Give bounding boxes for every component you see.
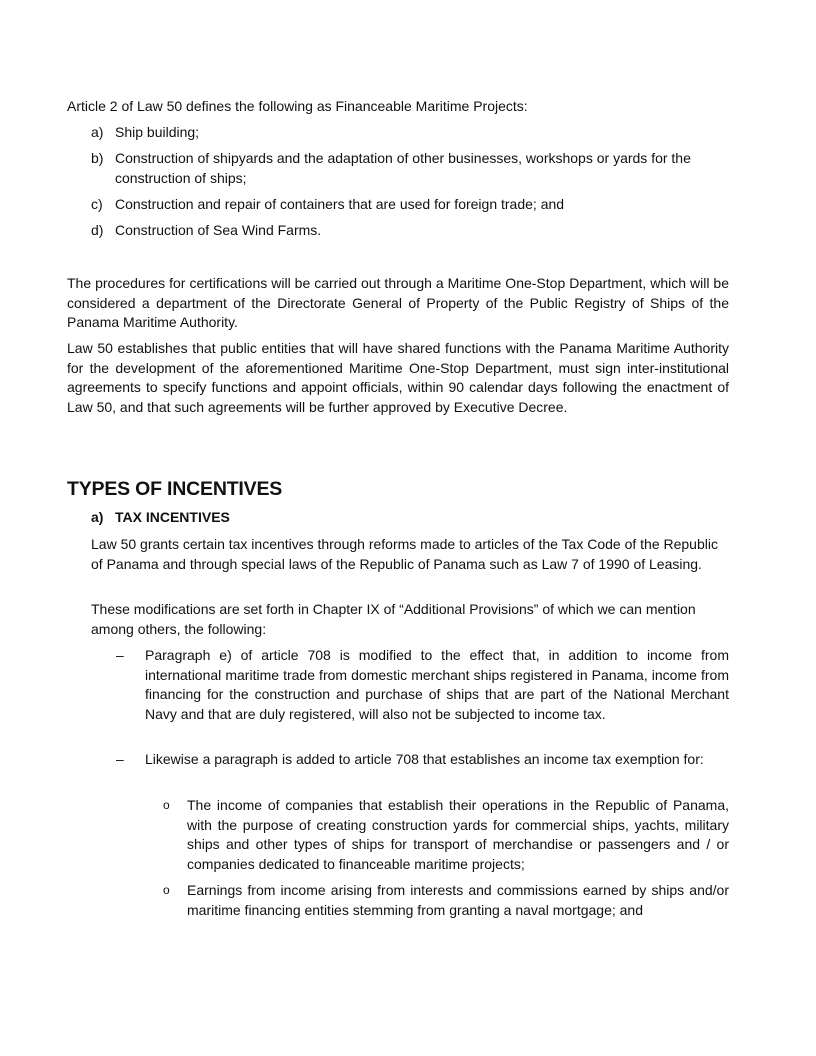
procedures-paragraph: The procedures for certifications will be carried out through a Maritime One-Stop Department, which will be considered a department of the Directorate General of Property of the Public Registry of Ships of the Panama Maritime Authority. — [67, 275, 729, 331]
subsection-label: a) — [91, 509, 104, 525]
section-heading: TYPES OF INCENTIVES — [67, 478, 283, 500]
list-item — [91, 221, 753, 241]
subsection-title: TAX INCENTIVES — [115, 509, 230, 525]
list-item — [163, 881, 729, 920]
list-item-text: Earnings from income arising from interests and commissions earned by ships and/or maritime financing entities stemming from granting a naval mortgage; and — [187, 882, 729, 918]
list-item-text: Ship building; — [115, 124, 200, 140]
law50-paragraph: Law 50 establishes that public entities that will have shared functions with the Panama Maritime Authority for the development of the aforementioned Maritime One-Stop Department, must sign inter-institutional agreements to specify functions and appoint officials, within 90 calendar days following the enactment of Law 50, and that such agreements will be further approved by Executive Decree. — [67, 340, 729, 415]
list-item-text: Construction of Sea Wind Farms. — [115, 222, 322, 238]
list-item — [116, 646, 729, 724]
dash-marker: – — [116, 647, 124, 663]
subsection-heading — [91, 508, 230, 528]
list-marker: a) — [91, 124, 104, 140]
list-item-text: The income of companies that establish their operations in the Republic of Panama, with the purpose of creating construction yards for commercial ships, yachts, military ships and other types of ships for transport of merchandise or passengers and / or companies dedicated to financeable maritime projects; — [187, 797, 729, 872]
list-item-text: Construction and repair of containers that are used for foreign trade; and — [115, 196, 565, 212]
intro-paragraph: Article 2 of Law 50 defines the following as Financeable Maritime Projects: — [67, 98, 528, 114]
list-item — [91, 149, 753, 188]
circle-bullet-icon: o — [163, 798, 170, 812]
tax-paragraph: These modifications are set forth in Chapter IX of “Additional Provisions” of which we can mention among others, the following: — [91, 601, 696, 637]
circle-bullet-icon: o — [163, 883, 170, 897]
list-item-text: Likewise a paragraph is added to article 708 that establishes an income tax exemption for: — [145, 751, 704, 767]
list-item — [116, 750, 729, 770]
list-item — [163, 796, 729, 874]
tax-paragraph: Law 50 grants certain tax incentives through reforms made to articles of the Tax Code of the Republic of Panama and through special laws of the Republic of Panama such as Law 7 of 1990 of Leasing. — [91, 536, 718, 572]
list-marker: c) — [91, 196, 103, 212]
list-item — [91, 195, 753, 215]
list-item-text: Paragraph e) of article 708 is modified to the effect that, in addition to income from international maritime trade from domestic merchant ships registered in Panama, income from financing for the construction and purchase of ships that are part of the National Merchant Navy and that are duly registered, will also not be subjected to income tax. — [145, 647, 729, 722]
dash-marker: – — [116, 751, 124, 767]
list-item-text: Construction of shipyards and the adaptation of other businesses, workshops or yards for the construction of ships; — [115, 150, 691, 186]
list-item — [91, 123, 753, 143]
list-marker: b) — [91, 150, 104, 166]
list-marker: d) — [91, 222, 104, 238]
